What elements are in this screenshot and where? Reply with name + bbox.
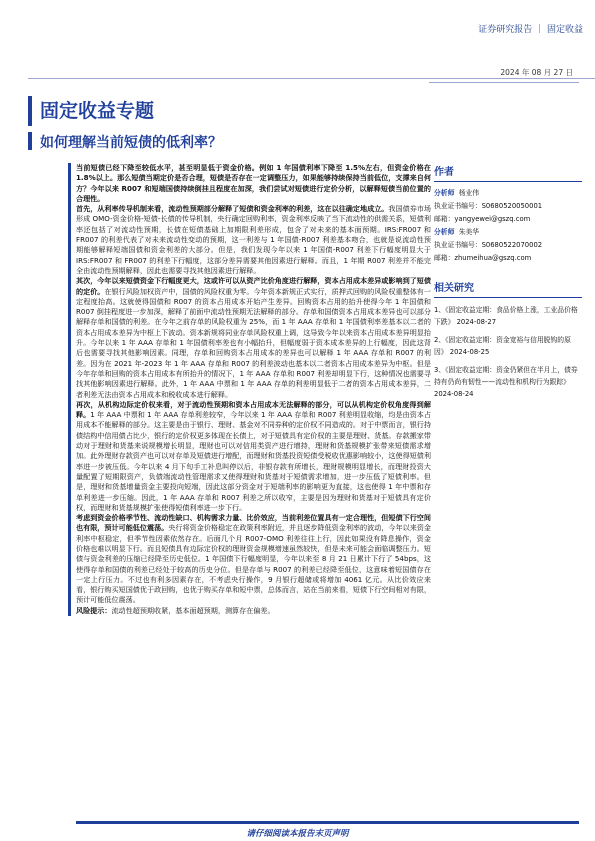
body-text: 我国债券市场形成 OMO-资金价格-短债-长债的传导机制，央行确定回购利率，资金利率反映了当下流动性的供需关系，短债利率还包括了对流动性预期，长债在短债基础上加期限利差形成，包含了对未来的基本面预期。IRS:FR007 和 FR007 的利差代表了对未来流动性变动的预期，这一利差与 1 年国债-R007 利差基本吻合，也就是说流动性预期能够解释短端国债和资金利差的大部分。但是，我们发现今年以来 1 年国债-R007 利差下行幅度明显大于 IRS:FR007 和 FR007 的利差下行幅度，这部分差异需要其他因素进行解释。而且，1 年期 R007 利差并不能完全由流动性预期解释，因此也需要寻找其他因素进行解释。 <box>76 204 432 275</box>
author-block-1 <box>434 187 582 226</box>
email-label: 邮箱： <box>434 215 455 223</box>
bold-lead-text: 当前短债已经下降至较低水平，甚至明显低于资金价格。例如 1 年国债利率下降至 1.5%左右，但资金价格在 1.8%以上。那么短债当期定价是否合理，短债是否存在一定调整压力，如果能够持续保持当前低位，支撑来自何方？今年以来 R007 和短端国债持续倒挂且程度在加深，我们尝试对短债进行定价分析，以解释短债当前位置的合理性。 <box>76 163 431 203</box>
related-item[interactable]: 3、《固定收益定期：资金仍紧但在半月上，债券持有仍尚有韧性——流动性和机构行为跟踪》 2024-08-24 <box>434 366 578 398</box>
authors-heading: 作者 <box>434 167 454 178</box>
report-type: 证券研究报告 ｜ 固定收益 <box>478 25 583 35</box>
body-paragraph <box>76 400 431 513</box>
sidebar <box>434 163 582 400</box>
footer-disclaimer[interactable]: 请仔细阅读本报告末页声明 <box>246 829 349 839</box>
cert-number: S0680520050001 <box>481 202 543 210</box>
report-date: 2024 年 08 月 27 日 <box>500 68 573 77</box>
body-paragraph <box>76 163 431 204</box>
left-accent-bar-body <box>68 163 71 616</box>
body-paragraph <box>76 513 431 606</box>
bold-lead-text: 其次，今年以来短债资金下行幅度更大，这或许可以从资产比价角度进行解释，资本占用成本差异或影响到了短债的定价。 <box>76 276 431 296</box>
footer-bar <box>76 821 579 824</box>
author-role: 分析师 <box>434 228 455 236</box>
body-text: 1 年 AAA 中票和 1 年 AAA 存单利差较窄，今年以来 1 年 AAA 存单和 R007 利差明显收缩，均是由资本占用成本不能解释的部分。这主要是由于银行、理财、基金对不同券种的定价权不同造成的。对于中票而言，银行持债结构中信用债占比少，银行的定价权更多体现在长债上，对于短债具有定价权的主要是理财、货基。存款搬家带动对于理财和货基来说规模增长明显，理财也可以对信用类资产进行增持，理财和货基规模扩张带来短债需求增加。此外理财存款资产也可以对存单及短债进行增配，而理财和货基投资短债受税收优惠影响较小，这使得短债利率进一步被压低。今年以来 4 月下旬手工补息叫停以后，非银存款有所增长，理财规模明显增长，而理财投资大量配置了短期限资产，负债端流动性管理需求又使得理财和货基对于短债需求增加，进一步压低了短债利率。但是，理财和货基增量资金主要投向短端，因此这部分资金对于短端利率的影响更为直接，这也使得 1 年中票和存单利差进一步压缩。因此，1 年 AAA 存单和 R007 利差之所以收窄，主要是因为理财和货基对于短债具有定价权，而理财和货基规模扩张使得短债利率进一步下行。 <box>76 410 432 512</box>
bold-lead-text: 再次，从机构边际定价权来看，对于流动性预期和资本占用成本无法解释的部分，可以从机构定价权角度得到解释。 <box>76 399 431 420</box>
left-accent-bar-sub <box>28 132 32 150</box>
related-heading: 相关研究 <box>434 283 474 294</box>
author-name: 朱美华 <box>458 228 480 236</box>
header-rule <box>28 78 595 79</box>
email-link[interactable]: zhumeihua@gszq.com <box>454 254 532 262</box>
related-item[interactable]: 2、《固定收益定期：资金宽裕与信用脱钩的原因》 2024-08-25 <box>434 336 571 356</box>
related-item[interactable]: 1、《固定收益定期：食品价格上涨，工业品价格下跌》 2024-08-27 <box>434 306 578 326</box>
body-paragraph <box>76 606 431 616</box>
body-paragraph <box>76 276 431 400</box>
author-role: 分析师 <box>434 189 455 197</box>
cert-label: 执业证书编号： <box>434 241 482 249</box>
author-name: 杨业伟 <box>458 189 480 197</box>
bold-lead-text: 首先，从利率传导机制来看，流动性预期部分解释了短债和资金利率的利差，这在以往确定地成立。 <box>76 204 389 214</box>
cert-number: S0680522070002 <box>481 241 543 249</box>
page-title: 固定收益专题 <box>40 100 155 122</box>
related-rule <box>434 297 582 298</box>
email-label: 邮箱： <box>434 254 455 262</box>
cert-label: 执业证书编号： <box>434 202 482 210</box>
body-paragraph <box>76 204 431 276</box>
body-text: 央行将资金价格稳定在政策利率附近，并且逐步降低资金利率的波动，今年以来资金利率中枢稳定，但季节性因素依然存在。后面几个月 R007-OMO 利差往往上行，因此如果没有降息操作，资金价格也难以明显下行。而且短债具有边际定价权的理财资金规模增速虽然较快，但是未来可能会面临调整压力。短债与资金利差的压缩已经降至历史低位。1 年国债下行幅度明显，今年以来至 8 月 21 日累计下行了 54bps，这使得存单和国债的利差已经处于较高的历史分位。但是存单与 R007 的利差已经降至低位，这意味着短国债存在一定上行压力。不过也有利多因素存在，不考虑央行操作，9 月银行超储或将增加 4061 亿元。从比价效应来看，银行购买短国债优于政回购，也优于购买存单和短中票，总体而言，站在当前来看，短债下行空间相对有限，预计可能低位震荡。 <box>76 523 432 605</box>
report-subtitle: 如何理解当前短债的低利率？ <box>40 135 222 151</box>
main-body <box>76 163 431 616</box>
bold-lead-text: 考虑到资金价格季节性、流动性缺口、机构需求力量、比价效应，当前利差位置具有一定合理性，但短债下行空间也有限，预计可能低位震荡。 <box>76 513 431 533</box>
header-rule-short <box>429 82 579 83</box>
bold-lead-text: 风险提示： <box>76 605 112 615</box>
body-text: 流动性超预期收紧，基本面超预期，测算存在偏差。 <box>111 605 275 615</box>
left-accent-bar-top <box>28 96 32 126</box>
body-text: 在银行风险加权资产中，国债的风险权重为零。今年资本新规正式实行，质押式回购的风险权重整体有一定程度抬高。这就使得国债和 R007 的资本占用成本开始产生差异。回购资本占用的抬升使得今年 1 年国债和 R007 倒挂程度进一步加深，解释了前面中流动性预期无法解释的部分。存单和国债资本占用成本差异也可以部分解释存单和国债的利差。在今年之前存单的风险权重为 25%，而 1 年 AAA 存单和 1 年国债利率差基本以二者的资本占用成本差异为中枢上下波动。资本新规将同业存单风险权重上调，这导致今年以来资本占用成本差异明显抬升。今年以来 1 年 AAA 存单和 1 年国债利率差也有小幅抬升，但幅度弱于资本成本差异的上行幅度，因此这背后也需要寻找其他影响因素。同理，存单和回购资本占用成本的差异也可以解释 1 年 AAA 存单和 R007 的利差。因为在 2021 年-2023 年 1 年 AAA 存单和 R007 的利差波动也基本以二者资本占用成本差异为中枢。但是今年存单和回购的资本占用成本有所抬升的情况下，1 年 AAA 存单和 R007 利差却明显下行，这种情况也需要寻找其他影响因素进行解释。此外，1 年 AAA 中票和 1 年 AAA 存单的利差明显低于二者的资本占用成本差异，二者利差无法由资本占用成本和税收成本进行解释。 <box>76 286 432 399</box>
author-block-2 <box>434 226 582 265</box>
authors-rule <box>434 181 582 182</box>
email-link[interactable]: yangyewei@gszq.com <box>454 215 531 223</box>
